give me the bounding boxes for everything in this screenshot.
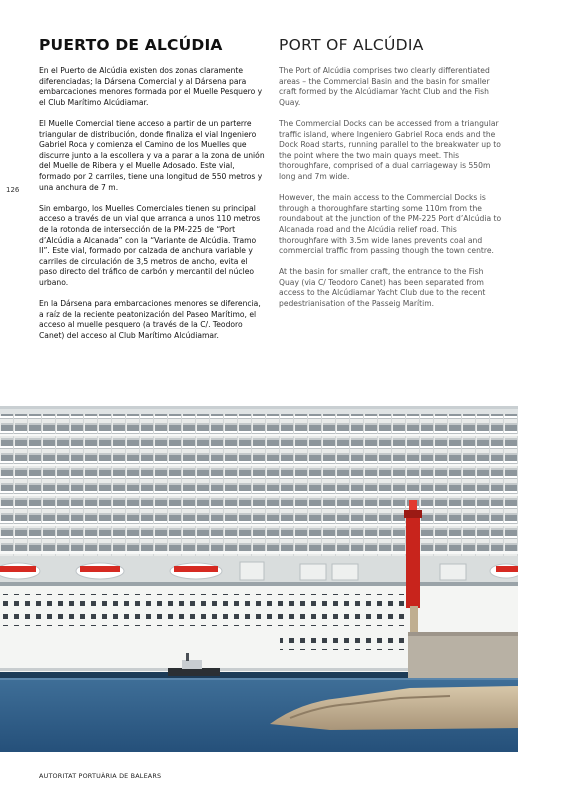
english-paragraph-3: However, the main access to the Commercial Docks is through a thoroughfare starting some 110m from the roundabout at the junction of the PM-225 Port d’Alcúdia to Alcanada road and the Alcúdia relief road. This thoroughfare with 3.5m wide lanes prevents coal and commercial traffic from passing though the town centre. bbox=[279, 193, 502, 256]
english-column bbox=[279, 36, 505, 320]
footer-publisher: AUTORITAT PORTUÀRIA DE BALEARS bbox=[39, 772, 162, 780]
spanish-title: PUERTO DE ALCÚDIA bbox=[39, 36, 223, 54]
english-paragraph-1: The Port of Alcúdia comprises two clearly differentiated areas – the Commercial Basin and the basin for smaller craft formed by the Alcúdiamar Yacht Club and the Fish Quay. bbox=[279, 66, 490, 107]
page-number: 126 bbox=[6, 186, 20, 194]
spanish-column bbox=[39, 36, 265, 352]
cruise-ship-photo bbox=[0, 406, 518, 752]
spanish-paragraph-4: En la Dársena para embarcaciones menores se diferencia, a raíz de la reciente peatonización del Paseo Marítimo, el acceso al muelle pesquero (a través de la C/. Teodoro Canet) del acceso al Club Marítimo Alcúdiamar. bbox=[39, 299, 261, 340]
english-title: PORT OF ALCÚDIA bbox=[279, 36, 424, 54]
english-paragraph-4: At the basin for smaller craft, the entrance to the Fish Quay (via C/ Teodoro Canet) has been separated from access to the Alcúdiamar Yacht Club due to the recent pedestrianisation of the Passeig Marítim. bbox=[279, 267, 486, 309]
spanish-paragraph-1: En el Puerto de Alcúdia existen dos zonas claramente diferenciadas; la Dársena Comercial y al Dársena para embarcaciones menores formada por el Muelle Pesquero y el Club Marítimo Alcúdiamar. bbox=[39, 66, 263, 107]
english-paragraph-2: The Commercial Docks can be accessed from a triangular traffic island, where Ingeniero Gabriel Roca ends and the Dock Road starts, running parallel to the breakwater up to the point where the two main quays meet. This thoroughfare, comprised of a dual carriageway is 550m long and 7m wide. bbox=[279, 118, 501, 181]
spanish-paragraph-2: El Muelle Comercial tiene acceso a partir de un parterre triangular de distribución, donde finaliza el vial Ingeniero Gabriel Roca y comienza el Camino de los Muelles que discurre junto a la escollera y va a parar a la zona de unión del Muelle de Ribera y el Muelle Adosado. Este vial, formado por 2 carriles, tiene una longitud de 550 metros y una anchura de 7 m. bbox=[39, 118, 265, 192]
spanish-paragraph-3: Sin embargo, los Muelles Comerciales tienen su principal acceso a través de un vial que arranca a unos 110 metros de la rotonda de intersección de la PM-225 de “Port d’Alcúdia a Alcanada” con la “Variante de Alcúdia. Tramo II”. Este vial, formado por calzada de anchura variable y carriles de circulación de 3,5 metros de ancho, evita el paso directo del tráfico de carbón y mercantil del núcleo urbano. bbox=[39, 203, 261, 287]
